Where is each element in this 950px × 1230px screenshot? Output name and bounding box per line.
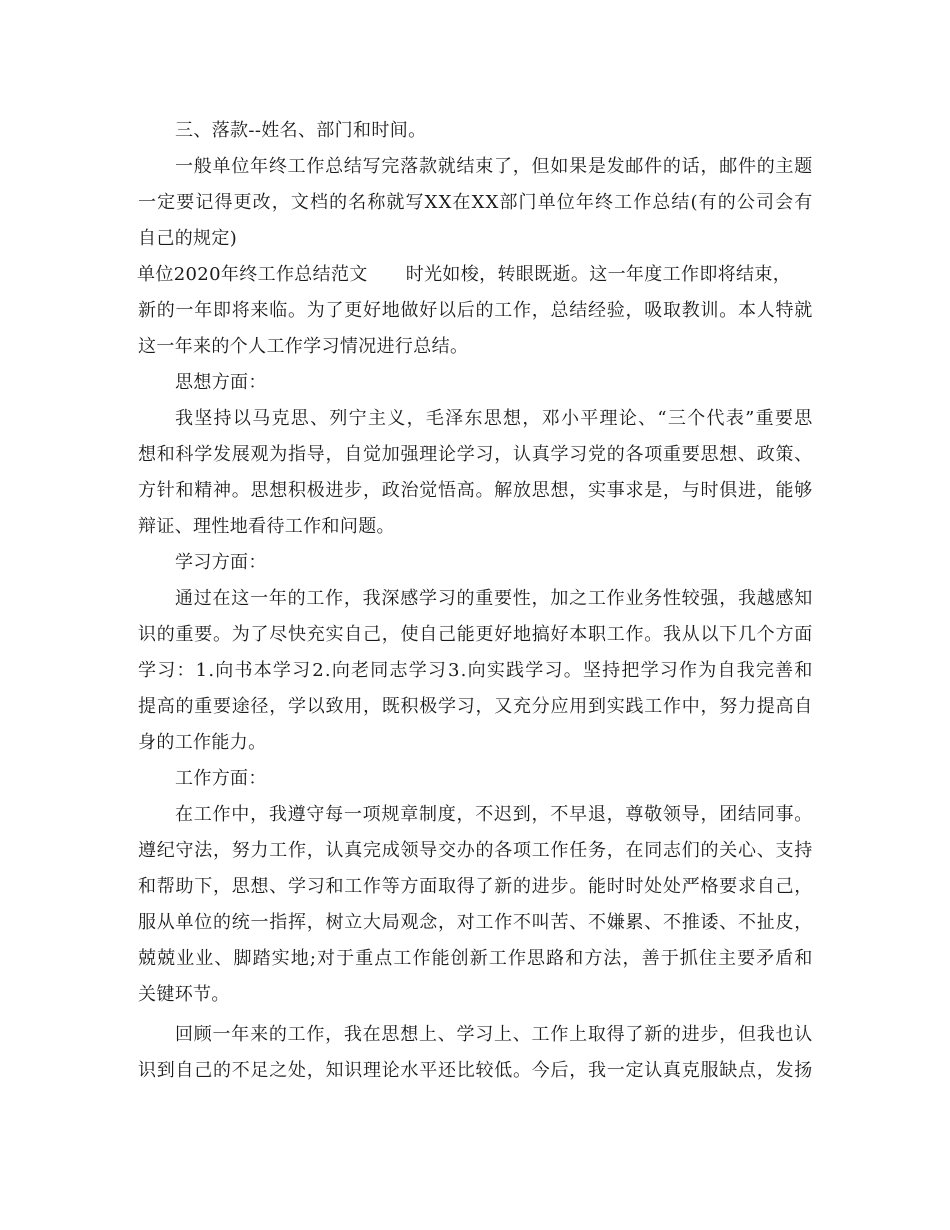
review-paragraph: [138, 1017, 813, 1089]
paragraph-line: 兢 兢 业 业 、 脚 踏 实 地 ; 对 于 重 点 工 作 能 创 新 工 作 思 路 和 方 法 ， 善 于 抓 住 主 要 矛 盾 和: [138, 948, 813, 969]
thought-paragraph: [138, 401, 813, 545]
paragraph-line: 方 针 和 精 神 。 思 想 积 极 进 步 ， 政 治 觉 悟 高 。 解 放 思 想 ， 实 事 求 是 ， 与 时 俱 进 ， 能 够: [138, 480, 813, 501]
work-paragraph: [138, 797, 813, 1013]
paragraph-line: 自己的规定): [138, 228, 238, 249]
sample-title: 单位2020年终工作总结范文: [137, 264, 368, 285]
document-page: [138, 113, 813, 1089]
paragraph-line: 一 定 要 记 得 更 改 ， 文 档 的 名 称 就 写 X X 在 X X 部 门 单 位 年 终 工 作 总 结 ( 有 的 公 司 会 有: [138, 192, 813, 213]
paragraph-line: 我 坚 持 以 马 克 思 、 列 宁 主 义 ， 毛 泽 东 思 想 ， 邓 小 平 理 论 、 “ 三 个 代 表 ” 重 要 思: [175, 408, 813, 429]
paragraph-line: 想 和 科 学 发 展 观 为 指 导 ， 自 觉 加 强 理 论 学 习 ， 认 真 学 习 党 的 各 项 重 要 思 想 、 政 策 、: [138, 444, 813, 465]
paragraph-line: 辩证、理性地看待工作和问题。: [138, 516, 395, 537]
paragraph-line: 提 高 的 重 要 途 径 ， 学 以 致 用 ， 既 积 极 学 习 ， 又 充 分 应 用 到 实 践 工 作 中 ， 努 力 提 高 自: [138, 696, 813, 717]
paragraph-line: 学 习 ： 1 . 向 书 本 学 习 2 . 向 老 同 志 学 习 3 . 向 实 践 学 习 。 坚 持 把 学 习 作 为 自 我 完 善 和: [138, 660, 813, 681]
paragraph-line: 在 工 作 中 ， 我 遵 守 每 一 项 规 章 制 度 ， 不 迟 到 ， 不 早 退 ， 尊 敬 领 导 ， 团 结 同 事 。: [175, 804, 813, 825]
paragraph-line: 和 帮 助 下 ， 思 想 、 学 习 和 工 作 等 方 面 取 得 了 新 的 进 步 。 能 时 时 处 处 严 格 要 求 自 己 ，: [138, 876, 813, 897]
paragraph-line: 回 顾 一 年 来 的 工 作 ， 我 在 思 想 上 、 学 习 上 、 工 作 上 取 得 了 新 的 进 步 ， 但 我 也 认: [175, 1024, 813, 1045]
paragraph-line: 识 的 重 要 。 为 了 尽 快 充 实 自 己 ， 使 自 己 能 更 好 地 搞 好 本 职 工 作 。 我 从 以 下 几 个 方 面: [138, 624, 813, 645]
section-heading-work: 工作方面：: [175, 768, 267, 789]
closing-heading: 三、落款--姓名、部门和时间。: [175, 120, 427, 141]
paragraph-line: [137, 257, 813, 293]
sample-intro-paragraph: [138, 257, 813, 365]
paragraph-line: 识 到 自 己 的 不 足 之 处 ， 知 识 理 论 水 平 还 比 较 低 。 今 后 ， 我 一 定 认 真 克 服 缺 点 ， 发 扬: [138, 1060, 813, 1081]
paragraph-line: 一 般 单 位 年 终 工 作 总 结 写 完 落 款 就 结 束 了 ， 但 如 果 是 发 邮 件 的 话 ， 邮 件 的 主 题: [175, 156, 813, 177]
section-heading-thought: 思想方面：: [175, 372, 267, 393]
paragraph-line: 通 过 在 这 一 年 的 工 作 ， 我 深 感 学 习 的 重 要 性 ， 加 之 工 作 业 务 性 较 强 ， 我 越 感 知: [175, 588, 813, 609]
study-paragraph: [138, 581, 813, 761]
sample-intro-start: 时光如梭，转眼既逝。这一年度工作即将结束，: [405, 264, 792, 285]
email-note-paragraph: [138, 149, 813, 257]
section-heading-study: 学习方面：: [175, 552, 267, 573]
paragraph-line: 身的工作能力。: [138, 732, 267, 753]
paragraph-line: 服 从 单 位 的 统 一 指 挥 ， 树 立 大 局 观 念 ， 对 工 作 不 叫 苦 、 不 嫌 累 、 不 推 诿 、 不 扯 皮 ，: [138, 912, 813, 933]
paragraph-line: 遵 纪 守 法 ， 努 力 工 作 ， 认 真 完 成 领 导 交 办 的 各 项 工 作 任 务 ， 在 同 志 们 的 关 心 、 支 持: [138, 840, 813, 861]
paragraph-line: 关键环节。: [138, 984, 230, 1005]
paragraph-line: 新 的 一 年 即 将 来 临 。 为 了 更 好 地 做 好 以 后 的 工 作 ， 总 结 经 验 ， 吸 取 教 训 。 本 人 特 就: [138, 300, 813, 321]
paragraph-line: 这一年来的个人工作学习情况进行总结。: [138, 336, 469, 357]
